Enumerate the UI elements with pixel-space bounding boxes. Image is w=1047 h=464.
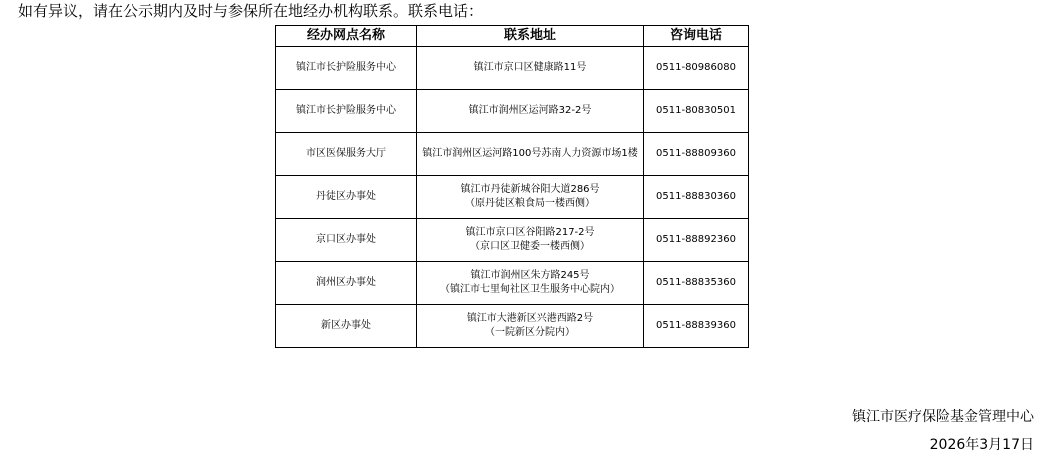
address-line: 镇江市润州区朱方路245号 — [470, 270, 590, 281]
agency-table — [275, 25, 749, 348]
address-cell — [417, 47, 644, 90]
agency-name-cell: 丹徒区办事处 — [276, 176, 417, 219]
table-row — [276, 133, 749, 176]
agency-name-cell: 润州区办事处 — [276, 262, 417, 305]
table-row — [276, 219, 749, 262]
address-line: 镇江市京口区谷阳路217-2号 — [465, 227, 595, 238]
address-note: （镇江市七里甸社区卫生服务中心院内） — [440, 284, 620, 295]
address-line: 镇江市大港新区兴港西路2号 — [466, 313, 594, 324]
phone-cell: 0511-80830501 — [644, 90, 749, 133]
address-note: （京口区卫健委一楼西侧） — [470, 241, 590, 252]
agency-name-cell: 新区办事处 — [276, 305, 417, 348]
table-row — [276, 305, 749, 348]
address-cell — [417, 262, 644, 305]
phone-cell: 0511-88835360 — [644, 262, 749, 305]
address-line: 镇江市丹徒新城谷阳大道286号 — [460, 184, 600, 195]
address-cell — [417, 90, 644, 133]
table-row — [276, 176, 749, 219]
address-note: （一院新区分院内） — [485, 327, 575, 338]
address-note: （原丹徒区粮食局一楼西侧） — [465, 198, 595, 209]
address-line: 镇江市润州区运河路32-2号 — [468, 105, 592, 116]
address-line: 镇江市润州区运河路100号苏南人力资源市场1楼 — [422, 148, 638, 159]
agency-name-cell: 京口区办事处 — [276, 219, 417, 262]
header-phone: 咨询电话 — [644, 26, 749, 47]
table-row — [276, 262, 749, 305]
intro-text: 如有异议，请在公示期内及时与参保所在地经办机构联系。联系电话： — [18, 2, 484, 20]
phone-cell: 0511-80986080 — [644, 47, 749, 90]
issue-date: 2026年3月17日 — [929, 437, 1034, 453]
table-header-row — [276, 26, 749, 47]
agency-name-cell: 镇江市长护险服务中心 — [276, 90, 417, 133]
agency-name-cell: 市区医保服务大厅 — [276, 133, 417, 176]
header-agency-name: 经办网点名称 — [276, 26, 417, 47]
header-address: 联系地址 — [417, 26, 644, 47]
phone-cell: 0511-88830360 — [644, 176, 749, 219]
phone-cell: 0511-88839360 — [644, 305, 749, 348]
address-cell — [417, 176, 644, 219]
address-cell — [417, 305, 644, 348]
issuing-organization: 镇江市医疗保险基金管理中心 — [852, 409, 1034, 425]
table-row — [276, 47, 749, 90]
phone-cell: 0511-88809360 — [644, 133, 749, 176]
phone-cell: 0511-88892360 — [644, 219, 749, 262]
table-row — [276, 90, 749, 133]
address-cell — [417, 219, 644, 262]
agency-name-cell: 镇江市长护险服务中心 — [276, 47, 417, 90]
address-cell — [417, 133, 644, 176]
address-line: 镇江市京口区健康路11号 — [473, 62, 587, 73]
